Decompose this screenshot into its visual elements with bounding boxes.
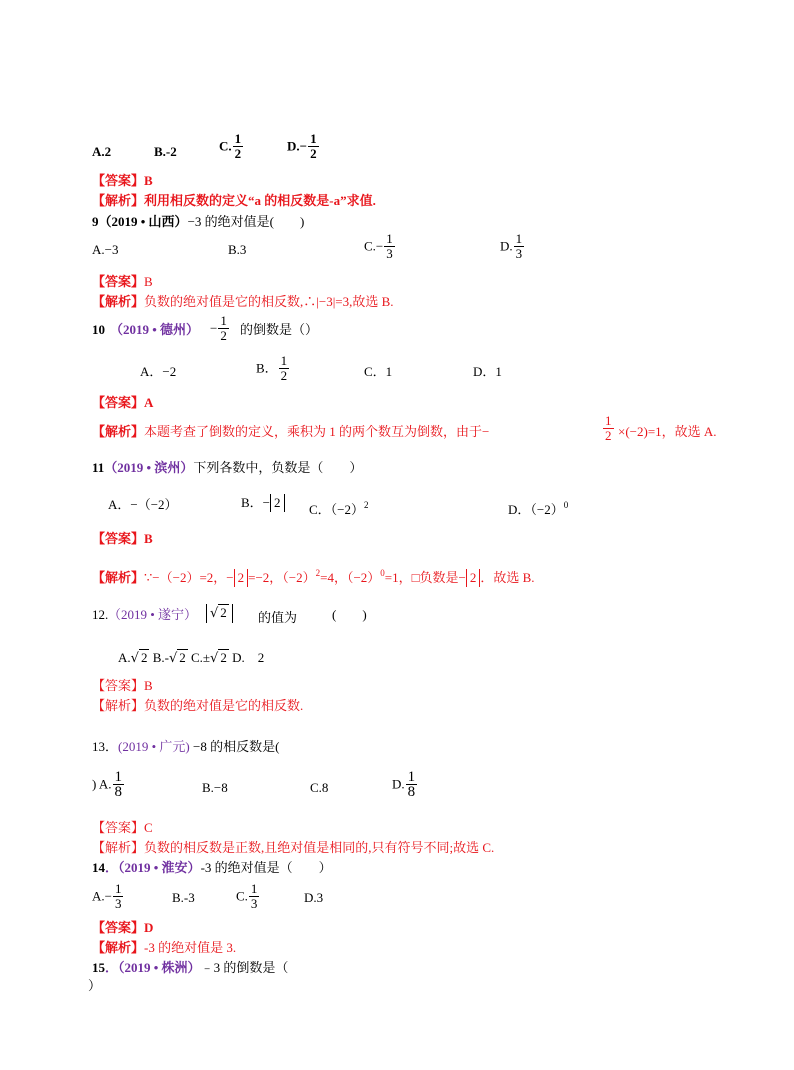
q11-analysis: 【解析】∵−（−2）=2，− 2 =−2，$(-2)^2=4$，$(-2)^0=1$，□负数是− 2 ．故选 B. xyxy=(92,568,535,585)
absolute-sqrt: √ 2 xyxy=(206,604,233,623)
q8-opt-d: D.− $\frac{1}{2}$ xyxy=(287,131,317,161)
q14-options: A.− $\frac{1}{3}$ B.-3 C. $\frac{1}{3}$ D.3 xyxy=(92,881,324,911)
q12-stem: 12. （2019 • 遂宁） √ 2 的值为 ( ) xyxy=(92,605,367,625)
q8-opt-a: A.2 xyxy=(92,144,112,159)
sqrt-two: √ 2 xyxy=(210,650,227,666)
fraction-half: $\frac{1}{2}$ xyxy=(220,313,227,343)
fraction-half: $\frac{1}{2}$ xyxy=(280,353,288,383)
q14-stem: 14．（2019 • 淮安）-3 的绝对值是（ ） xyxy=(92,860,332,875)
q10-answer: 【答案】A xyxy=(92,395,154,410)
sqrt-two: √ 2 xyxy=(130,650,148,666)
fraction-half: $\frac{1}{2}$ xyxy=(605,413,612,443)
q11-stem: 11（2019 • 滨州）下列各数中，负数是（ ） xyxy=(92,460,363,475)
fraction-eighth: $\frac{1}{8}$ xyxy=(114,769,122,800)
absolute-value: 2 xyxy=(270,494,285,512)
fraction-third: $\frac{1}{3}$ xyxy=(114,881,122,911)
q12-options: A.√ 2 B.-√ 2 C.±√ 2 D. 2 xyxy=(118,650,265,666)
absolute-value: 2 xyxy=(466,569,481,587)
q11-answer: 【答案】B xyxy=(92,531,153,546)
fraction-eighth: $\frac{1}{8}$ xyxy=(407,769,416,800)
fraction-third: $\frac{1}{3}$ xyxy=(250,881,258,911)
sqrt-two: √ 2 xyxy=(168,650,186,666)
q11-options: A．−（−2） B．− 2 C．$(-2)^2$ D．$(-2)^0$ xyxy=(108,495,569,517)
q13-analysis: 【解析】负数的相反数是正数,且绝对值是相同的,只有符号不同;故选 C. xyxy=(92,840,495,855)
q15-close: ） xyxy=(88,978,102,993)
absolute-value: 2 xyxy=(234,569,249,587)
q14-answer: 【答案】D xyxy=(92,920,154,935)
q8-opt-c: C. $\frac{1}{2}$ xyxy=(219,131,242,161)
q8-opt-b: B.-2 xyxy=(154,144,177,159)
fraction-third: $\frac{1}{3}$ xyxy=(386,231,393,261)
q9-options: A.−3 B.3 C.− $\frac{1}{3}$ D. $\frac{1}{3}$ xyxy=(92,231,523,261)
q12-analysis: 【解析】负数的绝对值是它的相反数. xyxy=(92,698,304,713)
q14-analysis: 【解析】-3 的绝对值是 3. xyxy=(92,940,237,955)
q10-options: A．−2 B． $\frac{1}{2}$ C．1 D．1 xyxy=(140,353,502,383)
fraction-third: $\frac{1}{3}$ xyxy=(515,231,523,261)
q10-analysis: 【解析】 本题考查了倒数的定义，乘积为 1 的两个数互为倒数，由于− $\frac{1}{2}$ ×(−2)=1，故选 A. xyxy=(92,413,717,443)
q13-stem: 13．(2019 • 广元) −8 的相反数是( xyxy=(92,739,280,754)
q9-analysis: 【解析】负数的绝对值是它的相反数,∴|−3|=3,故选 B. xyxy=(92,294,394,309)
fraction-half: $\frac{1}{2}$ xyxy=(310,131,317,161)
q8-analysis: 【解析】利用相反数的定义“a 的相反数是-a”求值. xyxy=(92,193,376,208)
q9-answer: 【答案】B xyxy=(92,274,153,289)
q13-answer: 【答案】C xyxy=(92,820,153,835)
q13-options: ) A. $\frac{1}{8}$ B.−8 C.8 D. $\frac{1}{8}$ xyxy=(92,769,416,800)
q9-stem: 9（2019 • 山西）−3 的绝对值是( ) xyxy=(92,214,305,229)
q15-stem: 15．（2019 • 株洲）﹣3 的倒数是（ xyxy=(92,960,289,975)
q8-answer: 【答案】B xyxy=(92,173,153,188)
fraction-half: $\frac{1}{2}$ xyxy=(234,131,242,161)
q12-answer: 【答案】B xyxy=(92,678,153,693)
